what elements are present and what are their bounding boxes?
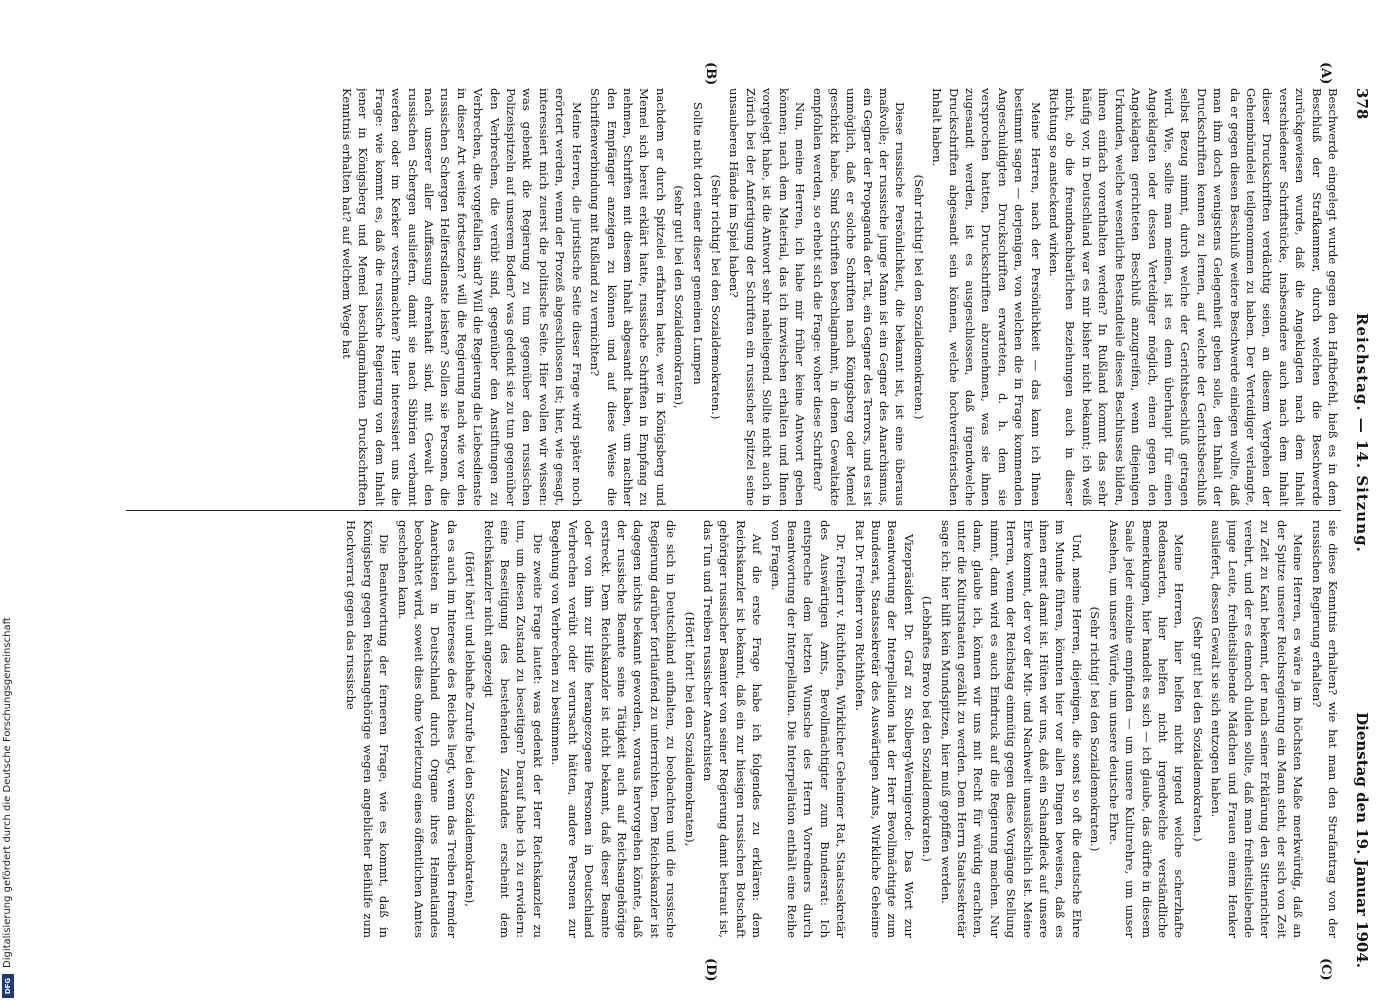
interjection: (Sehr richtig! bei den Sozialdemokraten.)	[708, 174, 723, 420]
left-column	[131, 88, 1341, 506]
paragraph: Meine Herren, nach der Persönlichkeit — das kann ich Ihnen bestimmt sagen — derjenigen, von welchen die in Frage kommenden Angeschuldigten Druckschriften erwarteten, d. h. dem sie versprochen hatten, Druckschriften abzunehmen, was sie ihnen zugesandt werden, ist es ausgeschlossen, daß irgendwelche Druckschriften abgesandt sein können, welche hochverräterischen Inhalt haben.	[930, 88, 1043, 506]
interjection: (Hört! hört! bei den Sozialdemokraten),	[682, 611, 697, 847]
speaker-paragraph: Vizepräsident Dr. Graf zu Stolberg-Wernigerode: Das Wort zur Beantwortung der Interpellation hat der Herr Bevollmächtigte zum Bundesrat, Staatssekretär des Auswärtigen Amts, Wirkliche Geheime Rat Dr. Freiherr von Richthofen.	[852, 520, 916, 938]
interjection: (Sehr richtig! bei den Sozialdemokraten.)	[911, 174, 926, 420]
paragraph: Meine Herren, es wäre ja im höchsten Maße merkwürdig, daß an der Spitze unserer Reichsregierung ein Mann steht, der sich von Zeit zu Zeit zu Kant bekennt, der nach seiner Erklärung den Sittenrichter verehrt, und der es dennoch dulden sollte, daß man freiheitsliebende junge Leute, freiheitsliebende Mädchen und Frauen einem Henker ausliefert, dessen Gewalt sie sich entzogen haben.	[1209, 520, 1306, 938]
paragraph: Nun, meine Herren, ich habe mir früher keine Antwort geben können; nach dem Material, das ich inzwischen erhalten und Ihnen vorgelegt habe, ist die Antwort sehr naheliegend. Sollte nicht auch in Zürich bei der Anfertigung der Schriften ein russischer Spitzel seine unsauberen Hände im Spiel haben?	[727, 88, 807, 506]
paragraph: Auf die erste Frage habe ich folgendes zu erklären: dem Reichskanzler ist bekannt, daß ein zur hiesigen russischen Botschaft gehöriger russischer Beamter von seiner Regierung damit betraut ist, das Tun und Treiben russischer Anarchisten	[700, 520, 765, 938]
paragraph: sie diese Kenntnis erhalten? wie hat man den Strafantrag von der russischen Regierung erhalten?	[1309, 520, 1340, 938]
paragraph: Sollte nicht dort einer dieser gemeinen Lumpen	[690, 102, 705, 385]
interjection: (sehr gut! bei den Sozialdemokraten),	[672, 185, 687, 409]
page-number: 378	[1353, 88, 1371, 120]
dfg-logo: DFG	[2, 974, 14, 998]
paragraph: Beschwerde eingelegt wurde gegen den Haftbefehl, hieß es in dem Beschluß der Strafkammer, durch welchen die Beschwerde zurückgewiesen wurde, daß die Angeklagten nach dem Inhalt verschiedener Schriftstücke, insbesondere auch nach dem Inhalt dieser Druckschriften verdächtig seien, an diesem Vergehen der Geheimbündelei teilgenommen zu haben. Der Verteidiger verlangte, da er gegen diesen Beschluß weitere Beschwerde einlegen wollte, daß man ihm doch wenigstens Gelegenheit geben solle, den Inhalt der Druckschriften kennen zu lernen, auf welche der Gerichtsbeschluß selbst Bezug nimmt, durch welche der Gerichtsbeschluß getragen wird. Wie, sollte man meinen, ist es denn überhaupt für einen Angeklagten oder dessen Verteidiger möglich, einen gegen den Angeklagten gerichteten Beschluß anzugreifen, wenn diejenigen Urkunden, welche wesentliche Bestandteile dieses Beschlusses bilden, ihnen einfach vorenthalten werden? In Rußland kommt das sehr häufig vor, in Deutschland war es mir bisher nicht bekannt; ich weiß nicht, ob die freundnachbarlichen Beziehungen auch in dieser Richtung so ansteckend wirken.	[1047, 88, 1340, 506]
paragraph: Und, meine Herren, diejenigen, die sonst so oft die deutsche Ehre im Munde führen, könnten hier vor allen Dingen beweisen, daß es ihnen ernst damit ist. Hüten wir uns, daß ein Schandfleck auf unsere Ehre kommt, der vor der Mit- und Nachwelt unauslöschlich ist. Meine Herren, wenn der Reichstag einmütig gegen diese Vorgänge Stellung nimmt, dann wird es auch Eindruck auf die Regierung machen. Nur dann, glaube ich, können wir uns mit Recht für würdig erachten, unter die Kulturstaaten gezählt zu werden. Dem Herrn Staatssekretär sage ich: hier hilft kein Mundspitzen, hier muß gepfiffen werden.	[938, 520, 1084, 938]
interjection: (Lebhaftes Bravo bei den Sozialdemokraten.)	[920, 596, 935, 862]
paragraph: die sich in Deutschland aufhalten, zu beobachten und die russische Regierung darüber fortlaufend zu unterrichten. Dem Reichskanzler ist dagegen nichts bekannt geworden, woraus hervorgehen könnte, daß der russische Beamte seine Tätigkeit auch auf Reichsangehörige erstreckt. Dem Reichskanzler ist nicht bekannt, daß dieser Beamte oder von ihm zur Hilfe herangezogene Personen in Deutschland Verbrechen verübt oder verursacht hätten, andere Personen zur Begehung von Verbrechen zu bestimmen.	[549, 520, 679, 938]
right-column	[131, 520, 1341, 938]
paragraph: Diese russische Persönlichkeit, die bekannt ist, ist eine überaus maßvolle; der russische junge Mann ist ein Gegner des Anarchismus, ein Gegner der Propaganda der Tat, ein Gegner des Terrors, und es ist unmöglich, daß er solche Schriften nach Königsberg oder Memel geschickt habe. Sind Schriften beschlagnahmt, in denen Gewaltakte empfohlen werden, so erhebt sich die Frage: woher diese Schriften?	[811, 88, 908, 506]
paragraph: Die zweite Frage lautet: was gedenkt der Herr Reichskanzler zu tun, um diesen Zustand zu beseitigen? Darauf habe ich zu erwidern: eine Beseitigung des bestehenden Zustandes erscheint dem Reichskanzler nicht angezeigt	[481, 520, 545, 938]
margin-mark-c: (C)	[1318, 958, 1333, 981]
paragraph: nachdem er durch Spitzelei erfahren hatte, wer in Königsberg und Memel sich bereit erklärt hatte, russische Schriften in Empfang zu nehmen, Schriften mit diesem Inhalt abgesandt haben, um nachher den Empfänger anzeigen zu können und auf diese Weise die Schriftenverbindung mit Rußland zu vernichten?	[588, 88, 668, 506]
interjection: (Hört! hört! und lebhafte Zurufe bei den Sozialdemokraten),	[463, 551, 478, 907]
footer-bar	[2, 578, 16, 998]
footer-credit: Digitalisierung gefördert durch die Deutsche Forschungsgemeinschaft	[2, 617, 13, 968]
margin-mark-d: (D)	[703, 958, 718, 982]
page-title: Reichstag. — 14. Sitzung.	[1353, 313, 1371, 553]
page-header	[1347, 88, 1375, 968]
interjection: (Sehr gut! bei den Sozialdemokraten.)	[1190, 616, 1205, 842]
paragraph: Meine Herren, die juristische Seite dieser Frage wird später noch erörtert werden, wenn der Prozeß abgeschlossen ist; hier, wie gesagt, interessiert mich zuerst die politische Seite. Hier wollen wir wissen: was gebenkt die Regierung zu tun gegenüber den russischen Polizeispitzeln auf unserem Boden? was gedenkt sie zu tun gegenüber den Verbrechen, die verübt sind, gegenüber den Anstiftungen zu Verbrechen, die vorgefallen sind? Will die Regierung die Liebesdienste in dieser Art weiter fortsetzen? will die Regierung nach wie vor den russischen Schergen Helfersdienste leisten? Sollen sie Personen, die nach unserer aller Auffassung ehrenhaft sind, mit Gewalt den russischen Schergen ausliefern, damit sie nach Sibirien verbannt werden oder im Kerker verschmachten? Hier interessiert uns die Frage: wie kommt es, daß die russische Regierung von dem Inhalt jener in Königsberg und Memel beschlagnahmten Druckschriften Kenntnis erhalten hat? auf welchem Wege hat	[340, 88, 584, 506]
paragraph: da es auch im Interesse des Reiches liegt, wenn das Treiben fremder Anarchisten in Deutschland durch Organe ihres Heimatlandes beobachtet wird, soweit dies ohne Verletzung eines öffentlichen Amtes geschehen kann.	[395, 520, 459, 938]
interjection: (Sehr richtig! bei den Sozialdemokraten.)	[1088, 606, 1103, 852]
margin-mark-b: (B)	[703, 62, 718, 86]
paragraph: Meine Herren, hier helfen nicht irgend welche scherzhafte Redensarten, hier helfen nicht irgendwelche verständliche Bemerkungen, hier handelt es sich — ich glaube, das dürfte in diesem Saale jeder einzelne empfinden — um unsere Kulturehre, um unser Ansehen, um unsere Würde, um unsere deutsche Ehre.	[1106, 520, 1187, 938]
margin-mark-a: (A)	[1318, 62, 1333, 85]
column-divider	[126, 510, 1341, 511]
paragraph: Die Beantwortung der ferneren Frage, wie es kommt, daß in Königsberg gegen Reichsangehörige wegen angeblicher Beihilfe zum Hochverrat gegen das russische	[344, 520, 392, 938]
page-date: Dienstag den 19. Januar 1904.	[1353, 712, 1371, 968]
speaker-paragraph: Dr. Freiherr v. Richthofen, Wirklicher Geheimer Rat, Staatssekretär des Auswärtigen Amts, Bevollmächtigter zum Bundesrat: Ich entspreche dem letzten Wunsche des Herrn Vorredners durch Beantwortung der Interpellation. Die Interpellation enthält eine Reihe von Fragen.	[768, 520, 849, 938]
